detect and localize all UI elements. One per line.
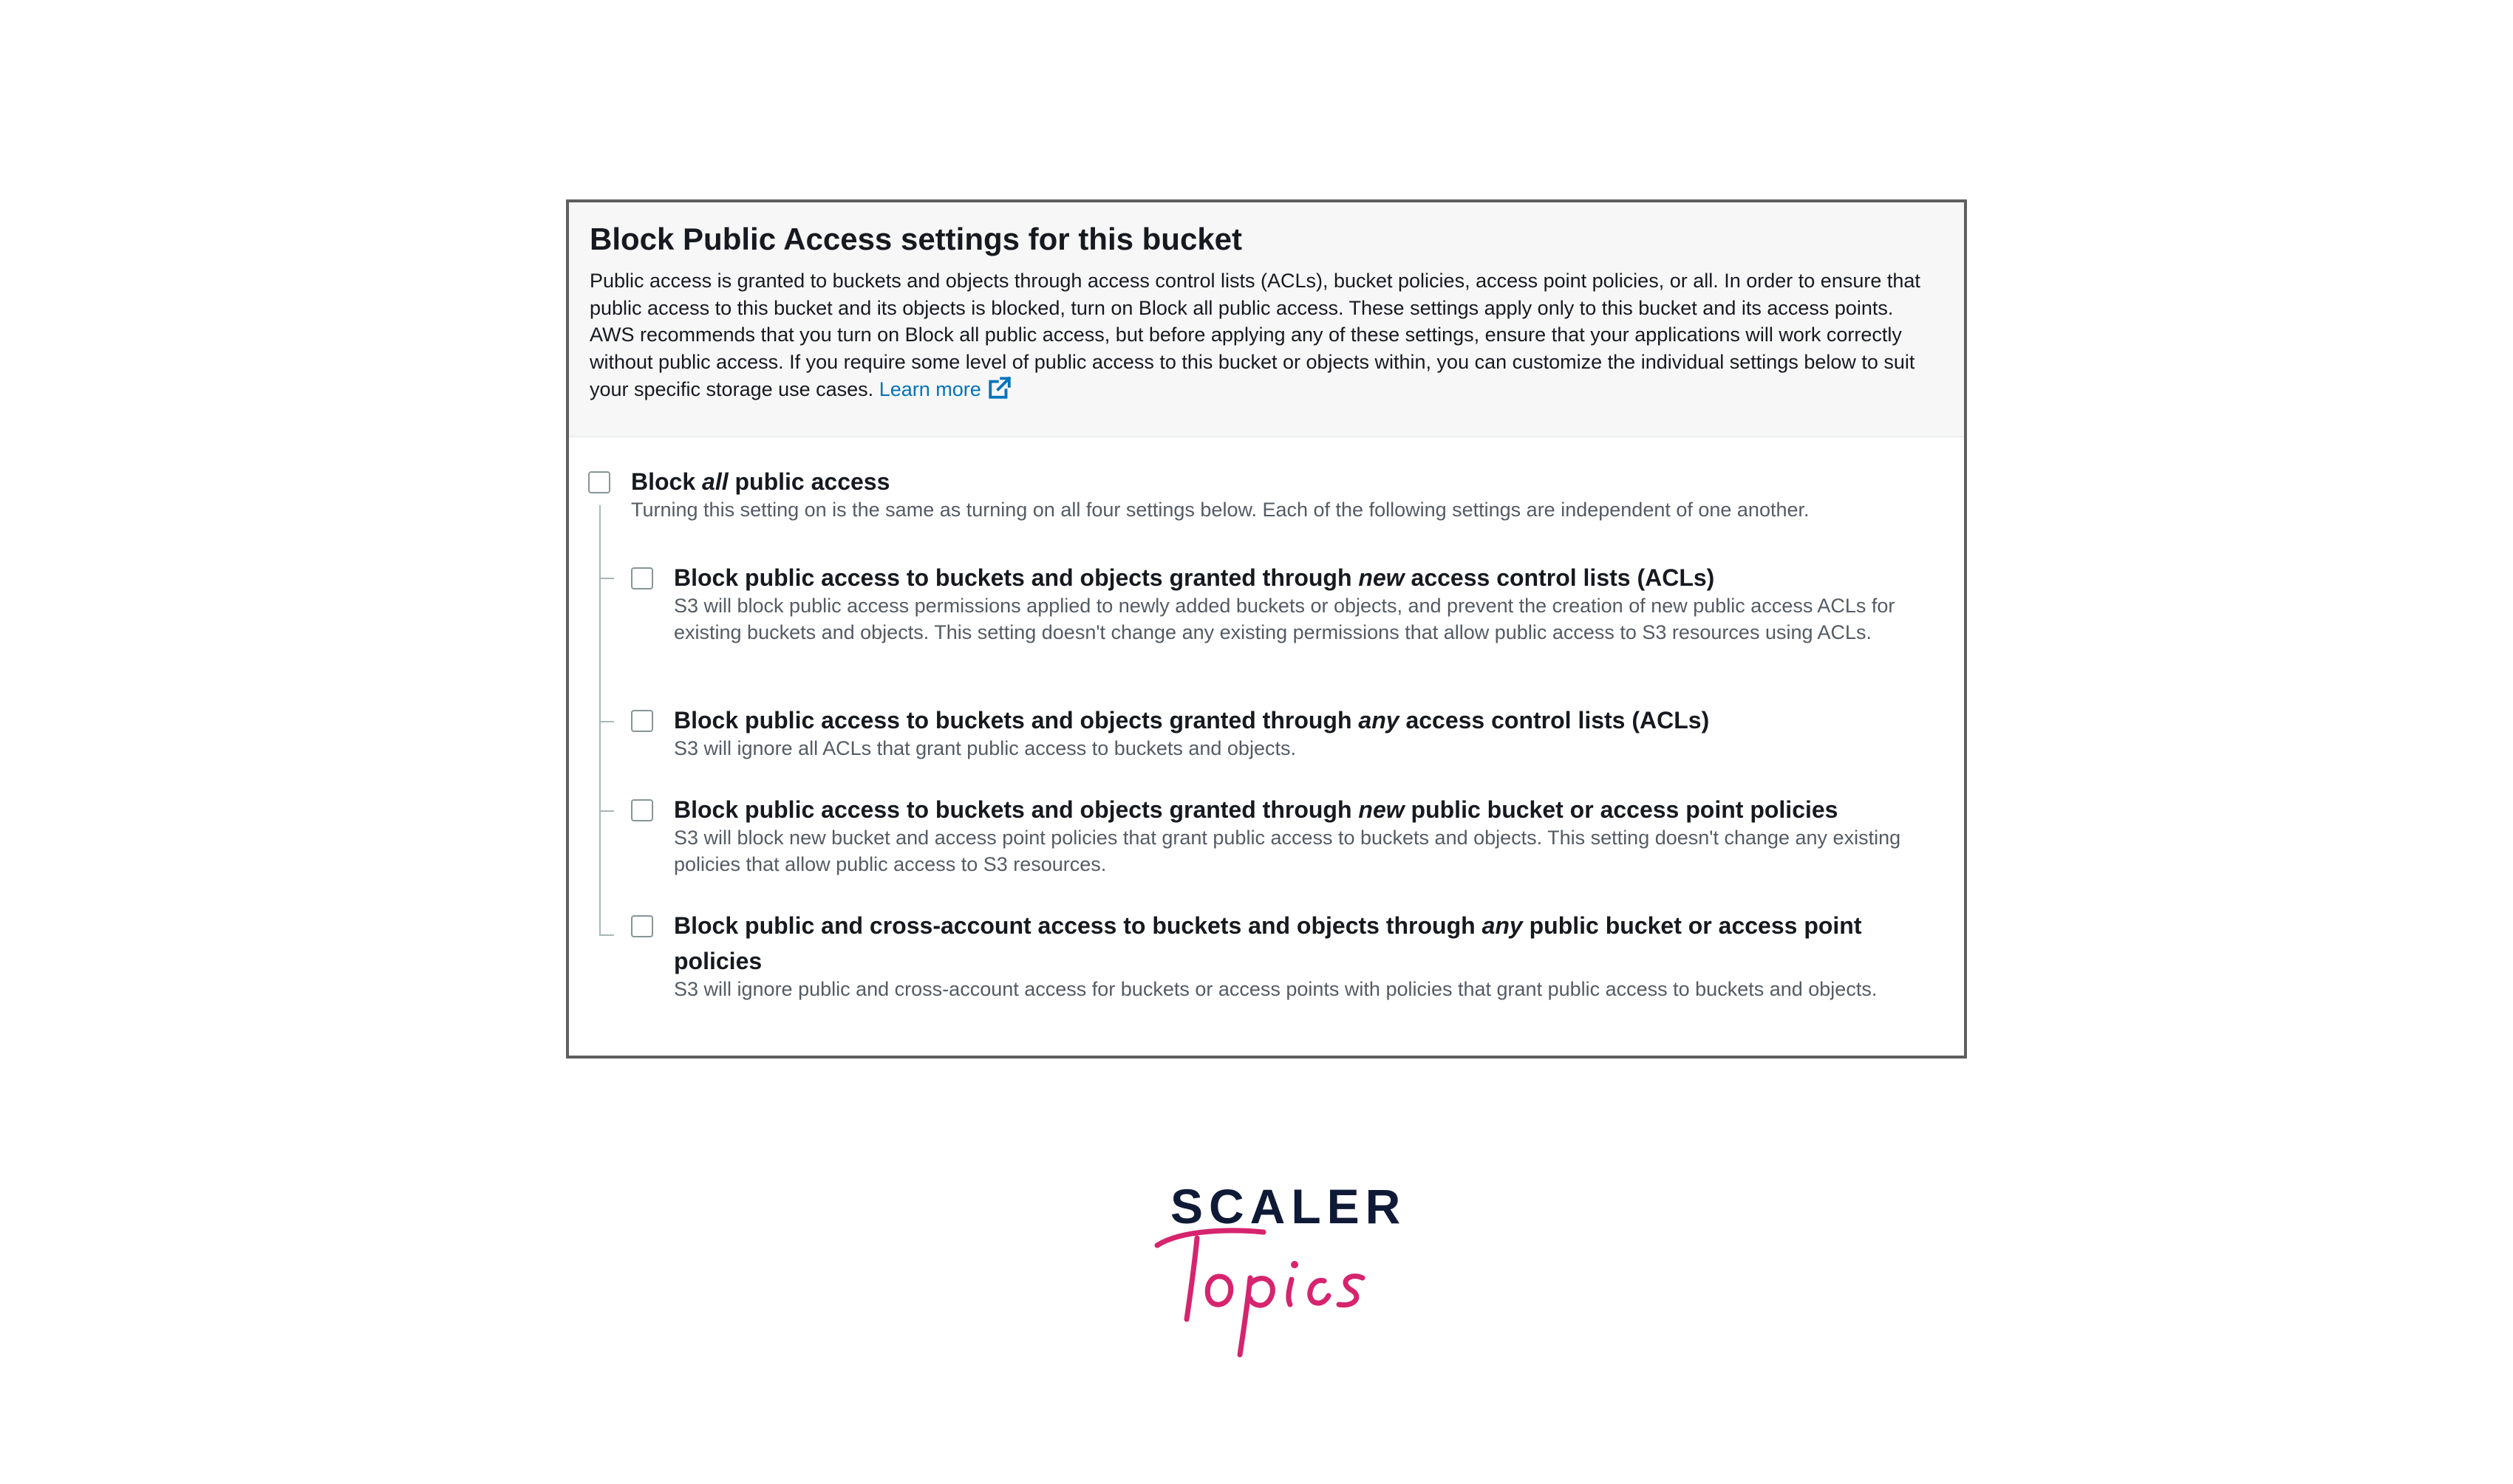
option-4-description: S3 will ignore public and cross-account access for buckets or access points with policies that grant public access to buckets and objects. bbox=[674, 978, 1878, 1000]
option-4-label[interactable]: Block public and cross-account access to buckets and objects through any public bucket or access point policies bbox=[674, 912, 1862, 974]
panel-header bbox=[569, 202, 1964, 437]
option-2-row bbox=[674, 702, 1937, 762]
logo-scaler-text: SCALER bbox=[1170, 1179, 1407, 1234]
option-1-description: S3 will block public access permissions applied to newly added buckets or objects, and prevent the creation of new public access ACLs for existing buckets and objects. This setting doesn't change any existing permissions that allow public access to S3 resources using ACLs. bbox=[674, 595, 1895, 643]
option-3-label[interactable]: Block public access to buckets and objects granted through new public bucket or access point policies bbox=[674, 796, 1838, 823]
option-1-label[interactable]: Block public access to buckets and objects granted through new access control lists (ACLs) bbox=[674, 564, 1715, 591]
tree-line bbox=[599, 505, 601, 935]
tree-branch bbox=[599, 721, 614, 722]
block-all-checkbox[interactable] bbox=[588, 471, 610, 493]
external-link-icon bbox=[987, 375, 1012, 400]
option-1-checkbox[interactable] bbox=[631, 567, 653, 589]
tree-branch bbox=[599, 810, 614, 812]
tree-branch bbox=[599, 934, 614, 936]
option-2-description: S3 will ignore all ACLs that grant public access to buckets and objects. bbox=[674, 737, 1296, 759]
block-public-access-panel bbox=[566, 199, 1967, 1059]
block-all-row bbox=[631, 464, 1946, 523]
option-3-row bbox=[674, 792, 1937, 878]
learn-more-label: Learn more bbox=[879, 378, 981, 400]
option-2-checkbox[interactable] bbox=[631, 710, 653, 732]
block-all-label[interactable]: Block all public access bbox=[631, 468, 890, 495]
panel-title: Block Public Access settings for this bucket bbox=[590, 222, 1243, 256]
option-4-row bbox=[674, 908, 1915, 1002]
option-2-label[interactable]: Block public access to buckets and objects granted through any access control lists (ACLs) bbox=[674, 707, 1710, 734]
scaler-topics-logo bbox=[1153, 1179, 1407, 1365]
option-1-row bbox=[674, 560, 1937, 646]
block-all-emphasis: all bbox=[702, 468, 729, 495]
tree-branch bbox=[599, 578, 614, 579]
learn-more-link[interactable] bbox=[879, 378, 1012, 400]
logo-topics-script bbox=[1153, 1225, 1374, 1365]
option-3-description: S3 will block new bucket and access point policies that grant public access to buckets and objects. This setting doesn't change any existing policies that allow public access to S3 resources. bbox=[674, 827, 1901, 875]
panel-description bbox=[590, 267, 1942, 403]
panel-description-text: Public access is granted to buckets and objects through access control lists (ACLs), bucket policies, access point policies, or all. In order to ensure that public access to this bucket and its objects is blocked, turn on Block all public access. These settings apply only to this bucket and its access points. AWS recommends that you turn on Block all public access, but before applying any of these settings, ensure that your applications will work correctly without public access. If you require some level of public access to this bucket or objects within, you can customize the individual settings below to suit your specific storage use cases. bbox=[590, 270, 1920, 400]
block-all-description: Turning this setting on is the same as turning on all four settings below. Each of the following settings are independent of one another. bbox=[631, 499, 1810, 521]
option-4-checkbox[interactable] bbox=[631, 915, 653, 937]
option-3-checkbox[interactable] bbox=[631, 799, 653, 821]
